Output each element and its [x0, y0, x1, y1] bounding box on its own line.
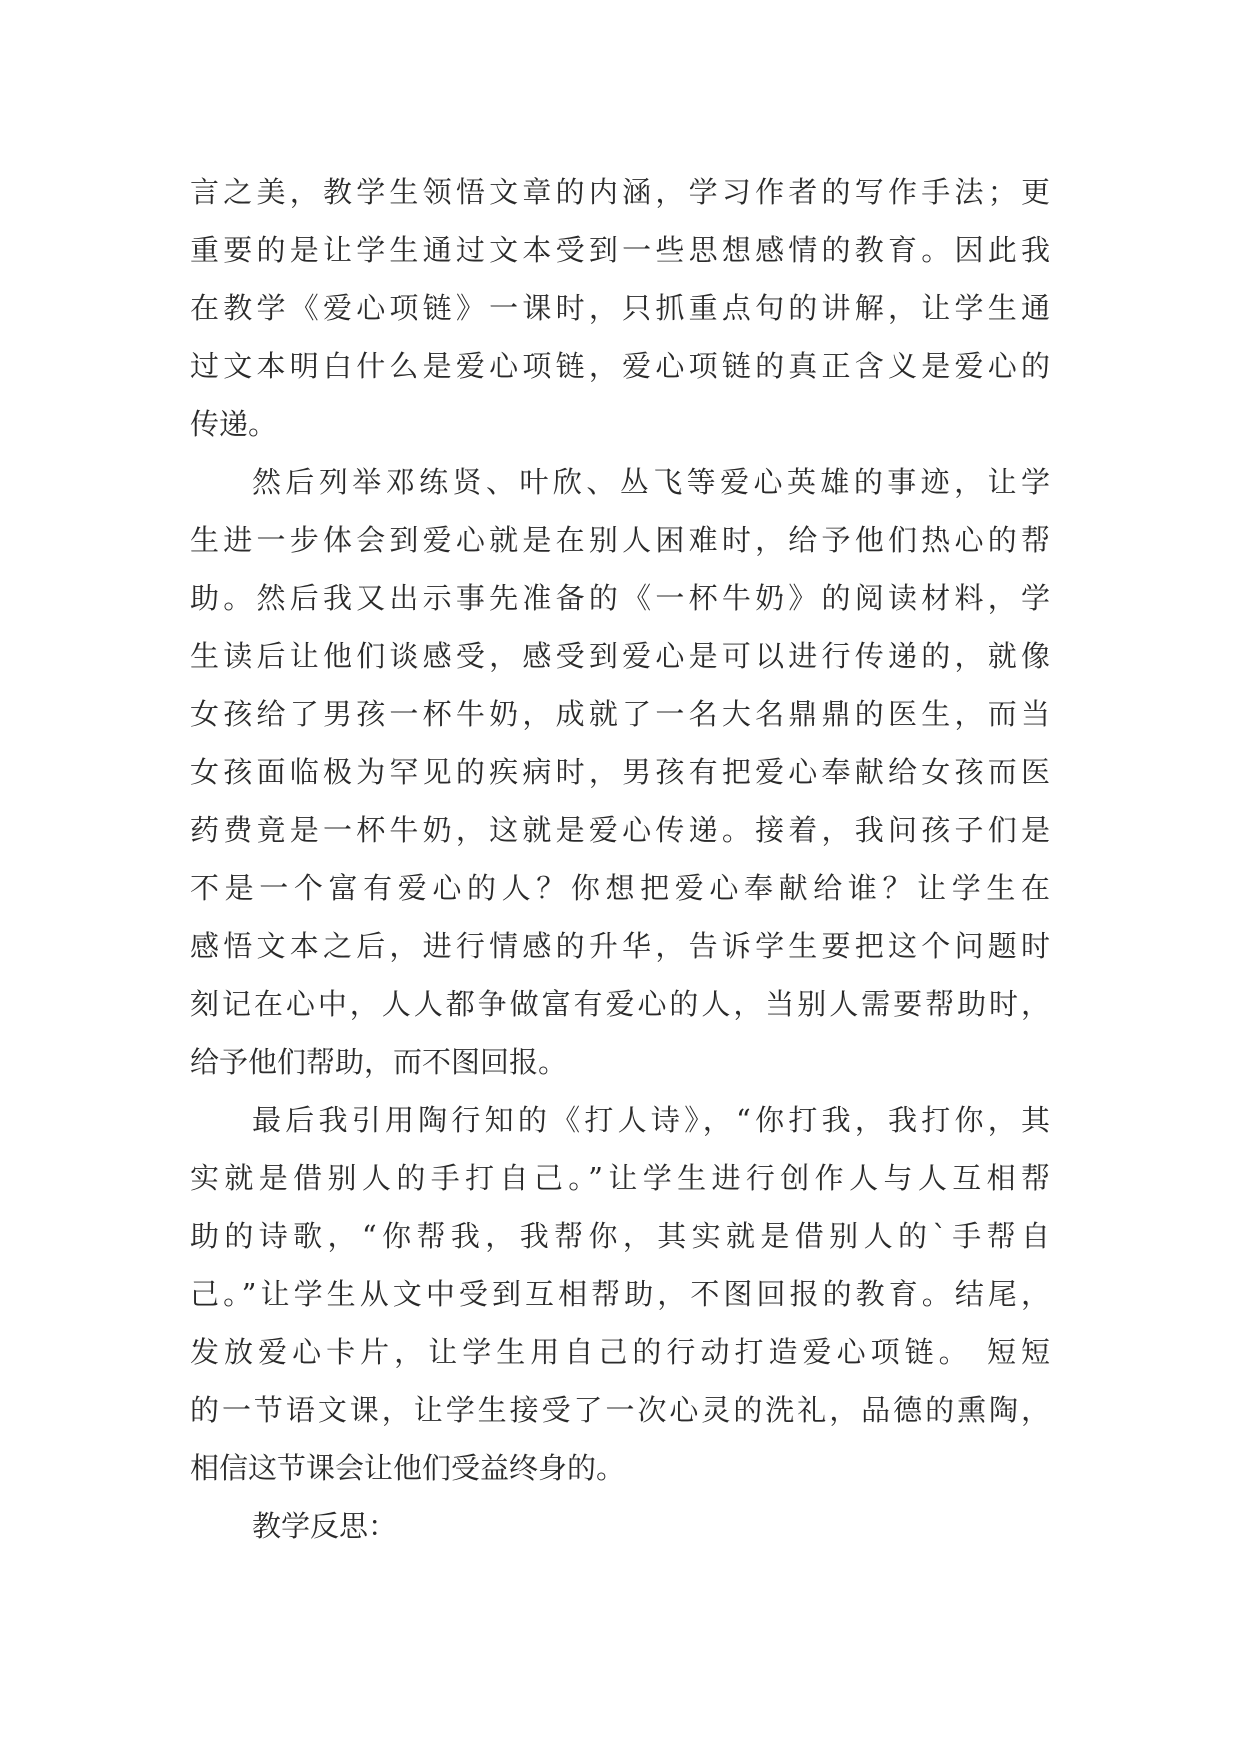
text-line: 在教学《爱心项链》一课时，只抓重点句的讲解，让学生通 [190, 291, 1050, 325]
text-line: 发放爱心卡片，让学生用自己的行动打造爱心项链。 短短 [190, 1335, 1050, 1369]
text-line: 药费竟是一杯牛奶，这就是爱心传递。接着，我问孩子们是 [190, 813, 1050, 847]
paragraph-1 [190, 163, 1050, 453]
text-line: 相信这节课会让他们受益终身的。 [190, 1451, 626, 1485]
paragraph-3 [190, 1091, 1050, 1497]
text-line: 然后列举邓练贤、叶欣、丛飞等爱心英雄的事迹，让学 [252, 465, 1050, 499]
text-line: 女孩面临极为罕见的疾病时，男孩有把爱心奉献给女孩而医 [190, 755, 1050, 789]
text-line: 过文本明白什么是爱心项链，爱心项链的真正含义是爱心的 [190, 349, 1050, 383]
text-line: 的一节语文课，让学生接受了一次心灵的洗礼，品德的熏陶， [190, 1393, 1050, 1427]
section-heading: 教学反思： [252, 1509, 398, 1543]
text-line: 生进一步体会到爱心就是在别人困难时，给予他们热心的帮 [190, 523, 1050, 557]
paragraph-4 [190, 1497, 1050, 1555]
text-line: 言之美，教学生领悟文章的内涵，学习作者的写作手法；更 [190, 175, 1050, 209]
document-body [190, 163, 1050, 1555]
text-line: 女孩给了男孩一杯牛奶，成就了一名大名鼎鼎的医生，而当 [190, 697, 1050, 731]
text-line: 己。”让学生从文中受到互相帮助，不图回报的教育。结尾， [190, 1277, 1050, 1311]
text-line: 助的诗歌，“你帮我，我帮你，其实就是借别人的`手帮自 [190, 1219, 1050, 1253]
text-line: 实就是借别人的手打自己。”让学生进行创作人与人互相帮 [190, 1161, 1050, 1195]
text-line: 传递。 [190, 407, 278, 441]
text-line: 不是一个富有爱心的人？你想把爱心奉献给谁？让学生在 [190, 871, 1050, 905]
text-line: 给予他们帮助，而不图回报。 [190, 1045, 568, 1079]
text-line: 重要的是让学生通过文本受到一些思想感情的教育。因此我 [190, 233, 1050, 267]
text-line: 生读后让他们谈感受，感受到爱心是可以进行传递的，就像 [190, 639, 1050, 673]
text-line: 感悟文本之后，进行情感的升华，告诉学生要把这个问题时 [190, 929, 1050, 963]
text-line: 刻记在心中，人人都争做富有爱心的人，当别人需要帮助时， [190, 987, 1050, 1021]
text-line: 助。然后我又出示事先准备的《一杯牛奶》的阅读材料，学 [190, 581, 1050, 615]
text-line: 最后我引用陶行知的《打人诗》，“你打我，我打你，其 [252, 1103, 1050, 1137]
paragraph-2 [190, 453, 1050, 1091]
